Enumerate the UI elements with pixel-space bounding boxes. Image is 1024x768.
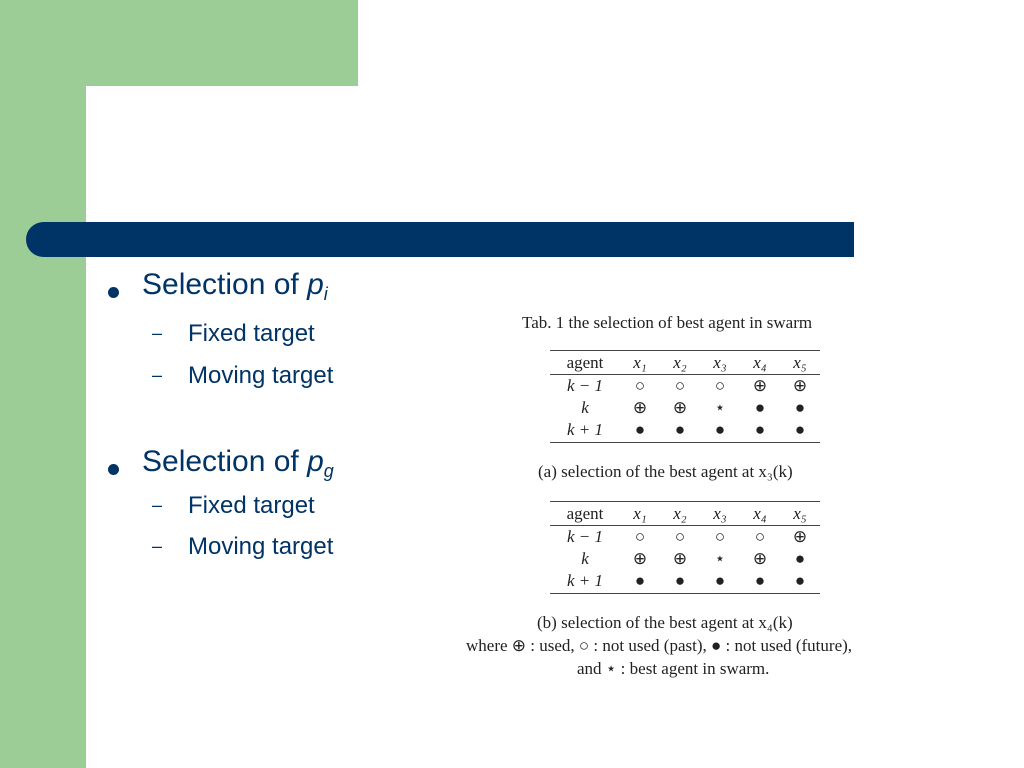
table-cell: ○ xyxy=(714,376,726,395)
dash-icon: – xyxy=(152,495,163,515)
table-rule xyxy=(550,374,820,375)
bullet-subscript: g xyxy=(323,461,334,481)
table-cell: ● xyxy=(794,420,806,439)
row-label: k − 1 xyxy=(566,527,604,546)
sub-bullet-label: Moving target xyxy=(188,533,334,560)
column-header: x₃ xyxy=(713,504,727,523)
column-header: x₁ xyxy=(633,353,647,372)
sub-bullet-label: Fixed target xyxy=(188,492,315,519)
top-green-band xyxy=(0,0,358,86)
table-cell: ● xyxy=(794,398,806,417)
sub-bullet-label: Fixed target xyxy=(188,320,315,347)
bullet-dot-icon xyxy=(108,287,119,298)
table-cell: ⋆ xyxy=(714,549,726,568)
dash-icon: – xyxy=(152,536,163,556)
row-label: k + 1 xyxy=(566,571,604,590)
bullet-variable: p xyxy=(307,268,324,301)
table-cell: ○ xyxy=(754,527,766,546)
row-label: k xyxy=(581,549,589,568)
table-rule xyxy=(550,593,820,594)
column-header: x₅ xyxy=(793,353,807,372)
table-cell: ● xyxy=(674,420,686,439)
table-cell: ⊕ xyxy=(792,376,808,395)
table-cell: ● xyxy=(634,420,646,439)
table-cell: ⊕ xyxy=(632,398,648,417)
table-cell: ⊕ xyxy=(672,398,688,417)
legend-line-2: and ⋆ : best agent in swarm. xyxy=(577,659,770,678)
table-cell: ○ xyxy=(634,376,646,395)
table-cell: ○ xyxy=(714,527,726,546)
table-cell: ○ xyxy=(674,527,686,546)
dash-icon: – xyxy=(152,365,163,385)
table-cell: ● xyxy=(754,420,766,439)
column-header: x₂ xyxy=(673,504,687,523)
bullet-subscript: i xyxy=(323,284,328,304)
table-cell: ⊕ xyxy=(752,549,768,568)
column-header: agent xyxy=(566,504,604,523)
column-header: x₅ xyxy=(793,504,807,523)
table-cell: ● xyxy=(634,571,646,590)
bullet-variable: p xyxy=(307,445,324,478)
table-rule xyxy=(550,442,820,443)
caption-a: (a) selection of the best agent at x₃(k) xyxy=(538,462,793,481)
column-header: x₄ xyxy=(753,353,767,372)
table-figure xyxy=(440,300,940,700)
table-cell: ● xyxy=(714,571,726,590)
row-label: k xyxy=(581,398,589,417)
table-rule xyxy=(550,350,820,351)
table-cell: ● xyxy=(794,571,806,590)
table-cell: ⊕ xyxy=(752,376,768,395)
figure-title: Tab. 1 the selection of best agent in swarm xyxy=(522,313,813,332)
table-cell: ⊕ xyxy=(632,549,648,568)
title-bar xyxy=(26,222,854,257)
table-cell: ⊕ xyxy=(792,527,808,546)
legend-line-1: where ⊕ : used, ○ : not used (past), ● : not used (future), xyxy=(466,636,853,655)
table-cell: ● xyxy=(794,549,806,568)
table-rule xyxy=(550,525,820,526)
column-header: x₁ xyxy=(633,504,647,523)
table-cell: ● xyxy=(754,571,766,590)
bullet-dot-icon xyxy=(108,464,119,475)
sub-bullet-label: Moving target xyxy=(188,362,334,389)
caption-b: (b) selection of the best agent at x₄(k) xyxy=(537,613,793,632)
row-label: k + 1 xyxy=(566,420,604,439)
column-header: x₃ xyxy=(713,353,727,372)
table-cell: ⋆ xyxy=(714,398,726,417)
column-header: agent xyxy=(566,353,604,372)
dash-icon: – xyxy=(152,323,163,343)
row-label: k − 1 xyxy=(566,376,604,395)
table-cell: ○ xyxy=(634,527,646,546)
table-rule xyxy=(550,501,820,502)
bullet-label: Selection of xyxy=(142,268,308,301)
table-cell: ⊕ xyxy=(672,549,688,568)
table-cell: ● xyxy=(714,420,726,439)
content-corner xyxy=(86,86,166,166)
column-header: x₄ xyxy=(753,504,767,523)
bullet-label: Selection of xyxy=(142,445,308,478)
table-cell: ● xyxy=(674,571,686,590)
table-cell: ● xyxy=(754,398,766,417)
column-header: x₂ xyxy=(673,353,687,372)
left-green-band xyxy=(0,0,86,768)
table-cell: ○ xyxy=(674,376,686,395)
